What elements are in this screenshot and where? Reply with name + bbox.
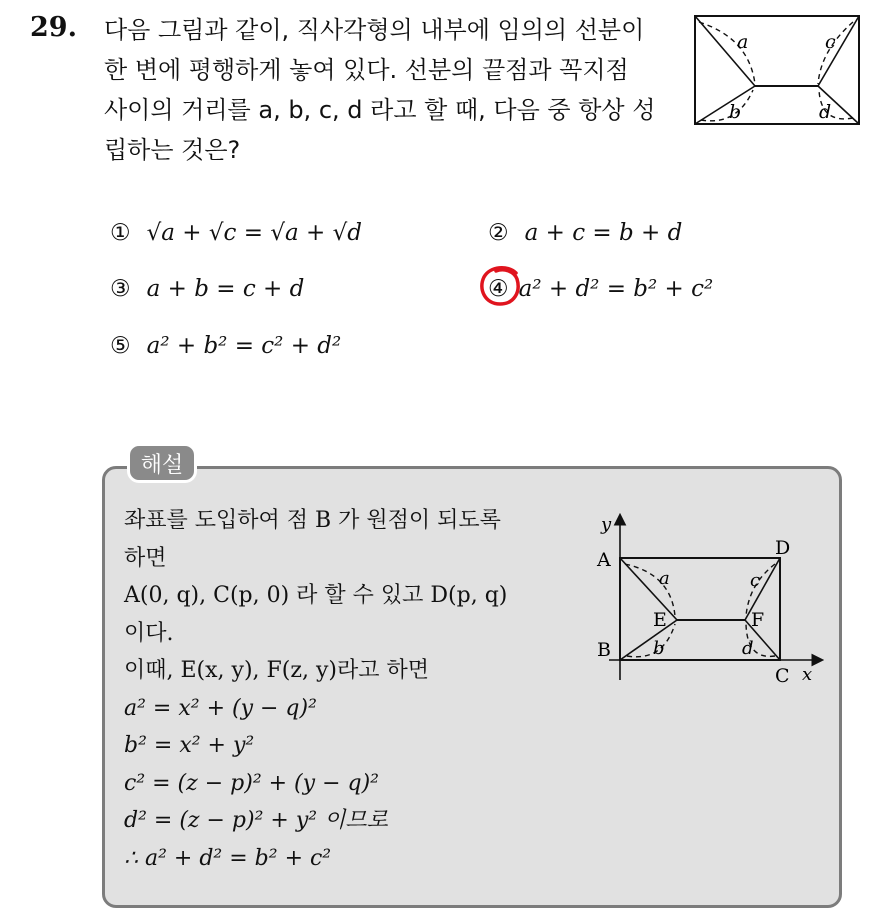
question-line: 립하는 것은? bbox=[104, 136, 241, 164]
question-line: 한 변에 평행하게 놓여 있다. 선분의 끝점과 꼭지점 bbox=[104, 56, 629, 84]
solution-text bbox=[124, 502, 584, 877]
choice-number: ② bbox=[488, 220, 509, 246]
solution-conclusion: ∴ a² + d² = b² + c² bbox=[124, 845, 332, 871]
point-label-D: D bbox=[775, 537, 791, 559]
solution-equation: d² = (z − p)² + y² 이므로 bbox=[124, 808, 388, 833]
solution-equation: c² = (z − p)² + (y − q)² bbox=[124, 770, 379, 796]
choice-expression: a + c = b + d bbox=[524, 220, 683, 246]
choice-number: ④ bbox=[488, 276, 509, 302]
solution-tag: 해설 bbox=[127, 443, 197, 483]
choice-expression: √a + √c = √a + √d bbox=[146, 220, 362, 246]
point-label-A: A bbox=[597, 549, 611, 571]
figure-label-d: d bbox=[819, 101, 832, 123]
segment-label-c: c bbox=[750, 570, 761, 591]
axis-label-y: y bbox=[601, 514, 612, 535]
solution-figure bbox=[585, 508, 830, 688]
question-figure bbox=[693, 14, 861, 126]
question-line: 다음 그림과 같이, 직사각형의 내부에 임의의 선분이 bbox=[104, 16, 645, 44]
choice-expression: a + b = c + d bbox=[146, 276, 305, 302]
choice-number: ③ bbox=[110, 276, 131, 302]
solution-equation: b² = x² + y² bbox=[124, 733, 255, 758]
axis-label-x: x bbox=[802, 664, 813, 685]
solution-line: A(0, q), C(p, 0) 라 할 수 있고 D(p, q) bbox=[124, 583, 508, 608]
point-label-B: B bbox=[597, 639, 611, 661]
question-line: 사이의 거리를 a, b, c, d 라고 할 때, 다음 중 항상 성 bbox=[104, 96, 656, 124]
figure-label-a: a bbox=[737, 31, 749, 53]
choice-2[interactable] bbox=[488, 220, 682, 246]
question-text bbox=[104, 10, 684, 170]
choice-1[interactable] bbox=[110, 220, 362, 246]
choice-3[interactable] bbox=[110, 276, 304, 302]
figure-label-c: c bbox=[825, 31, 836, 53]
solution-line: 좌표를 도입하여 점 B 가 원점이 되도록 bbox=[124, 508, 501, 533]
point-label-E: E bbox=[653, 609, 667, 631]
point-label-F: F bbox=[751, 609, 765, 631]
solution-line: 하면 bbox=[124, 545, 167, 571]
choice-number: ① bbox=[110, 220, 131, 246]
figure-label-b: b bbox=[729, 101, 742, 123]
answer-circle-mark bbox=[478, 264, 524, 308]
solution-equation: a² = x² + (y − q)² bbox=[124, 695, 317, 721]
question-number: 29. bbox=[30, 12, 77, 43]
choice-expression: a² + d² = b² + c² bbox=[518, 276, 714, 302]
segment-label-a: a bbox=[659, 568, 670, 589]
choice-5[interactable] bbox=[110, 333, 341, 359]
choice-number: ⑤ bbox=[110, 333, 131, 359]
segment-label-d: d bbox=[742, 638, 754, 659]
solution-line: 이다. bbox=[124, 620, 174, 646]
choice-expression: a² + b² = c² + d² bbox=[146, 333, 342, 359]
segment-label-b: b bbox=[653, 638, 665, 659]
solution-line: 이때, E(x, y), F(z, y)라고 하면 bbox=[124, 658, 429, 683]
point-label-C: C bbox=[775, 665, 790, 687]
